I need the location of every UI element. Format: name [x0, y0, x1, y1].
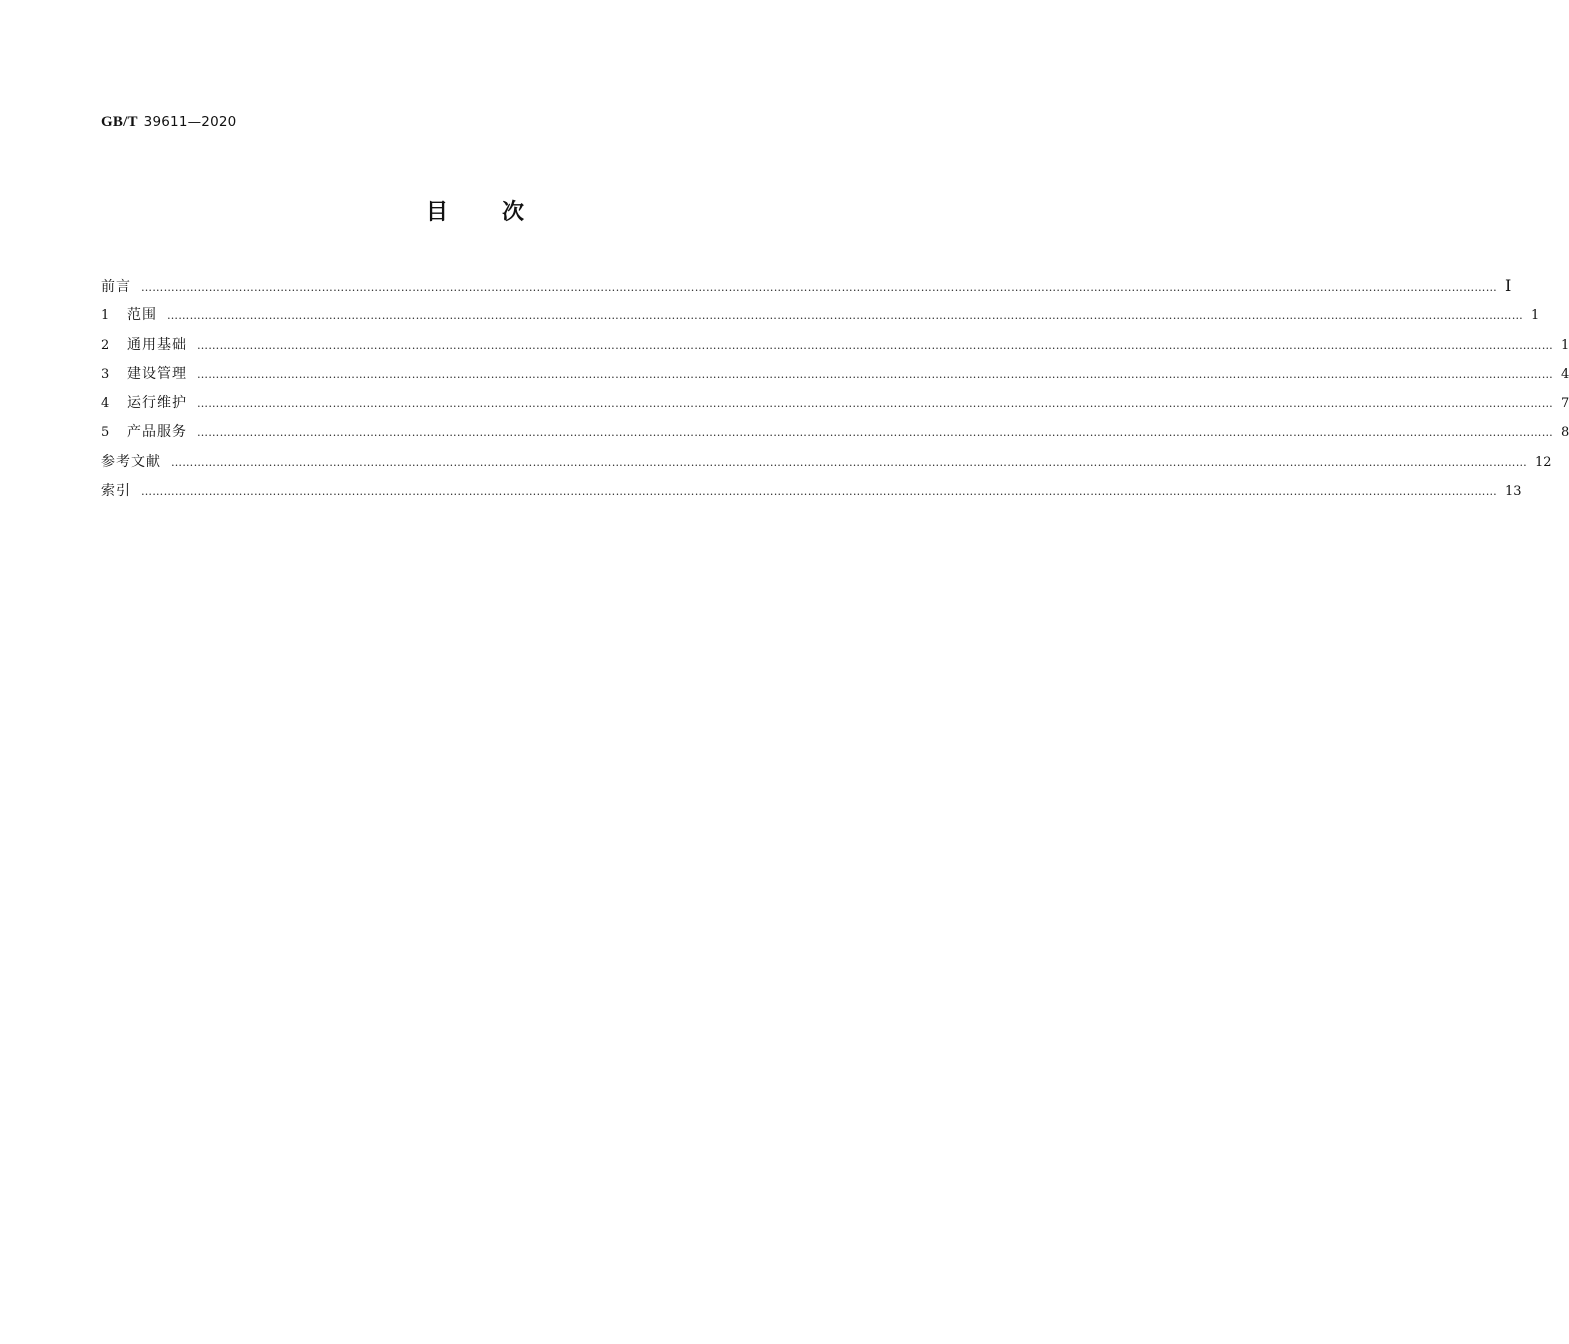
toc-entry-label: 前言 [101, 279, 131, 295]
toc-entry-label: 建设管理 [127, 365, 187, 382]
toc-entry-label: 索引 [101, 483, 131, 500]
toc-entry-number: 1 [101, 308, 110, 324]
toc-entry-label: 运行维护 [127, 395, 187, 412]
toc-entry-page: 12 [1535, 454, 1552, 470]
toc-leader-dots: ……………………………………………………………………………………………………………………………………………………………………………………………………………………………………………………………………………………………………………………………… [197, 397, 1553, 411]
toc-entry-page: 4 [1561, 366, 1569, 382]
toc-entry-number: 3 [101, 366, 110, 382]
standard-prefix: GB/T [101, 114, 138, 130]
toc-entry[interactable] [101, 448, 1552, 477]
toc-entry-label: 参考文献 [101, 453, 161, 470]
toc-leader-dots: ……………………………………………………………………………………………………………………………………………………………………………………………………………………………………………………………………………………………………………………………… [141, 485, 1497, 499]
standard-number: 39611—2020 [143, 114, 237, 130]
toc-leader-dots: ……………………………………………………………………………………………………………………………………………………………………………………………………………………………………………………………………………………………………………………………… [197, 367, 1553, 381]
toc-entry-page: 1 [1561, 337, 1569, 353]
toc-entry-page: 7 [1561, 396, 1569, 412]
toc-entry-number: 2 [101, 337, 110, 353]
toc-entry-label: 范围 [127, 307, 157, 324]
toc-entry-label: 产品服务 [127, 424, 187, 441]
toc-entry[interactable] [101, 301, 1540, 330]
page-title-char-2: 次 [502, 200, 525, 225]
toc-entry[interactable] [101, 418, 1569, 447]
toc-entry-number: 4 [101, 396, 110, 412]
toc-entry[interactable] [101, 389, 1569, 418]
toc-leader-dots: ……………………………………………………………………………………………………………………………………………………………………………………………………………………………………………………………………………………………………………………………… [171, 455, 1527, 469]
toc-entry[interactable] [101, 272, 1512, 301]
toc-entry[interactable] [101, 360, 1569, 389]
toc-leader-dots: ……………………………………………………………………………………………………………………………………………………………………………………………………………………………………………………………………………………………………………………………… [141, 281, 1497, 294]
standard-code [101, 114, 236, 131]
table-of-contents [101, 272, 1569, 506]
toc-entry-page: Ⅰ [1505, 278, 1512, 295]
toc-entry[interactable] [101, 477, 1522, 506]
page-title-char-1: 目 [425, 200, 448, 225]
toc-entry-number: 5 [101, 425, 110, 441]
toc-entry-page: 13 [1505, 484, 1522, 500]
toc-leader-dots: ……………………………………………………………………………………………………………………………………………………………………………………………………………………………………………………………………………………………………………………………… [197, 338, 1553, 352]
toc-entry-label: 通用基础 [127, 336, 187, 353]
toc-leader-dots: ……………………………………………………………………………………………………………………………………………………………………………………………………………………………………………………………………………………………………………………………… [197, 426, 1553, 440]
page-title [0, 195, 950, 226]
toc-entry-page: 8 [1561, 425, 1569, 441]
toc-entry[interactable] [101, 331, 1569, 360]
toc-leader-dots: ……………………………………………………………………………………………………………………………………………………………………………………………………………………………………………………………………………………………………………………………… [167, 309, 1523, 323]
toc-entry-page: 1 [1531, 308, 1540, 324]
